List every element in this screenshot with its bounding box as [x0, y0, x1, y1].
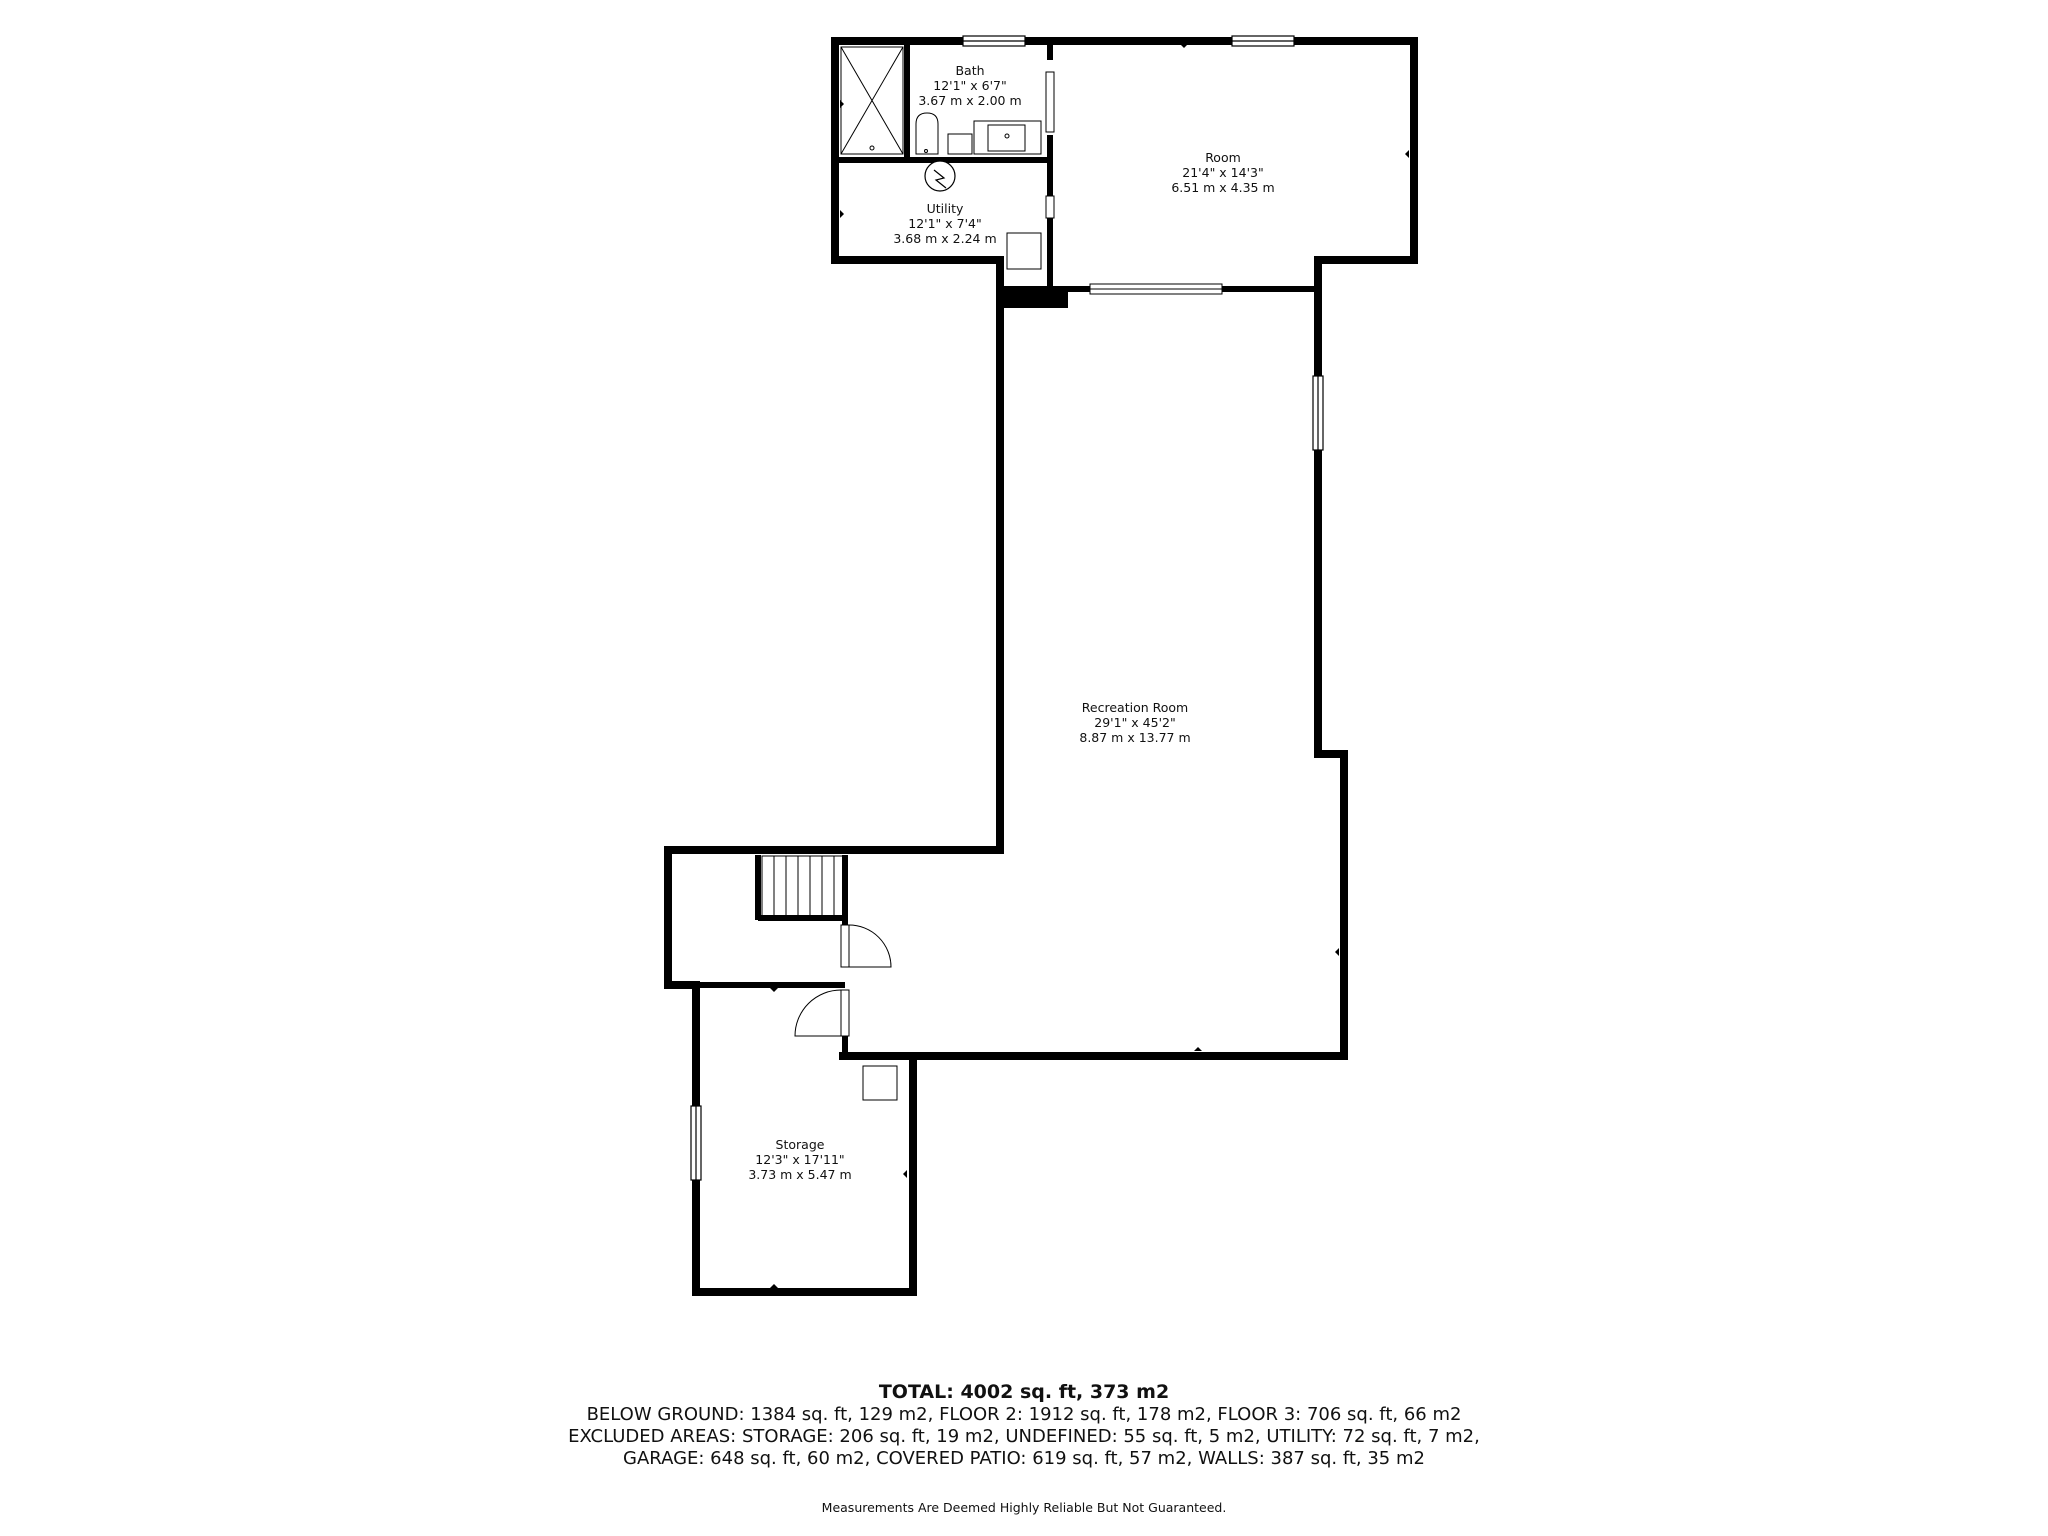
room-dims-metric: 3.68 m x 2.24 m: [893, 231, 997, 246]
door-bath: [1046, 72, 1054, 132]
door-utility: [1046, 196, 1054, 218]
floor-breakdown: BELOW GROUND: 1384 sq. ft, 129 m2, FLOOR 2: 1912 sq. ft, 178 m2, FLOOR 3: 706 sq. ft, 66 m2: [586, 1404, 1462, 1425]
area-totals: [0, 1381, 2048, 1470]
room-label-bath: [918, 63, 1021, 108]
wall-column: [1000, 286, 1068, 308]
room-name: Room: [1205, 150, 1241, 165]
toilet: [916, 113, 938, 154]
room-dims-imperial: 21'4" x 14'3": [1182, 165, 1264, 180]
room-dims-imperial: 12'3" x 17'11": [755, 1152, 845, 1167]
room-label-room: [1171, 150, 1274, 195]
vanity: [948, 121, 1041, 154]
room-dims-metric: 3.73 m x 5.47 m: [748, 1167, 852, 1182]
room-name: Storage: [775, 1137, 825, 1152]
room-label-storage: [748, 1137, 851, 1182]
stairs: [762, 856, 845, 916]
room-label-recreation: [1079, 700, 1190, 745]
room-dims-imperial: 12'1" x 6'7": [933, 78, 1007, 93]
room-dims-metric: 6.51 m x 4.35 m: [1171, 180, 1275, 195]
room-label-utility: [893, 201, 996, 246]
excluded-areas-continued: GARAGE: 648 sq. ft, 60 m2, COVERED PATIO: 619 sq. ft, 57 m2, WALLS: 387 sq. ft, 35 m2: [623, 1448, 1425, 1469]
total-area: TOTAL: 4002 sq. ft, 373 m2: [878, 1381, 1170, 1403]
excluded-areas: EXCLUDED AREAS: STORAGE: 206 sq. ft, 19 m2, UNDEFINED: 55 sq. ft, 5 m2, UTILITY: 72 sq. ft, 7 m2,: [568, 1426, 1480, 1447]
room-dims-imperial: 12'1" x 7'4": [908, 216, 982, 231]
shower: [841, 47, 903, 154]
utility-appliance: [1007, 233, 1041, 269]
windows: [691, 36, 1323, 1180]
room-dims-metric: 3.67 m x 2.00 m: [918, 93, 1022, 108]
water-heater-icon: [925, 161, 955, 191]
outer-wall-recreation: [843, 286, 1344, 1056]
room-name: Bath: [955, 63, 985, 78]
room-dims-metric: 8.87 m x 13.77 m: [1079, 730, 1191, 745]
room-name: Recreation Room: [1081, 700, 1189, 715]
room-name: Utility: [926, 201, 964, 216]
disclaimer: Measurements Are Deemed Highly Reliable But Not Guaranteed.: [821, 1500, 1227, 1515]
door-storage: [795, 990, 849, 1036]
storage-appliance: [863, 1066, 897, 1100]
room-dims-imperial: 29'1" x 45'2": [1094, 715, 1176, 730]
sliding-door: [1090, 284, 1222, 294]
door-closet: [841, 925, 891, 967]
